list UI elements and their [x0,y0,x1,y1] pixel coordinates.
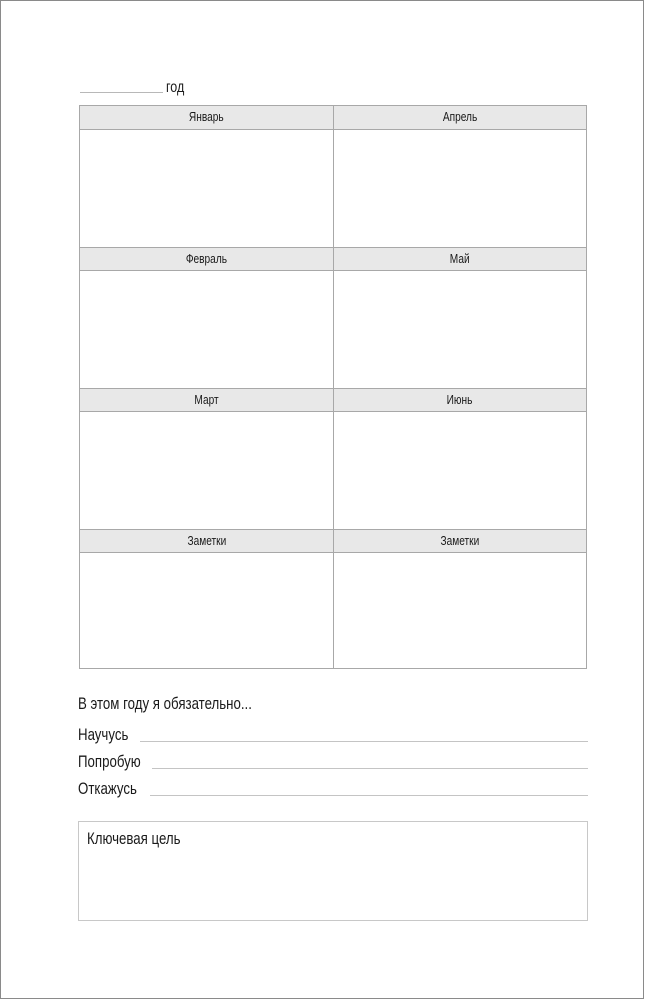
year-label: год [166,79,185,96]
resolution-learn [78,724,588,746]
year-input-line[interactable] [80,92,163,93]
cell-body-notes-left[interactable] [80,553,333,668]
resolution-learn-line[interactable] [140,741,588,742]
cell-header-notes-left: Заметки [80,529,333,553]
calendar-grid [79,105,587,669]
key-goal-box[interactable] [78,821,588,921]
cell-body-march[interactable] [80,412,333,529]
resolution-quit-label: Откажусь [78,779,137,798]
cell-body-may[interactable] [334,271,586,388]
resolution-quit [78,778,588,800]
cell-body-june[interactable] [334,412,586,529]
resolutions-title: В этом году я обязательно... [78,694,252,713]
cell-header-notes-right: Заметки [334,529,586,553]
cell-header-june: Июнь [334,388,586,412]
cell-header-february: Февраль [80,247,333,271]
cell-body-notes-right[interactable] [334,553,586,668]
cell-header-may: Май [334,247,586,271]
resolution-quit-line[interactable] [150,795,588,796]
cell-header-march: Март [80,388,333,412]
resolution-try-line[interactable] [152,768,588,769]
cell-body-february[interactable] [80,271,333,388]
resolution-try-label: Попробую [78,752,141,771]
cell-header-april: Апрель [334,106,586,130]
cell-body-january[interactable] [80,130,333,247]
resolution-learn-label: Научусь [78,725,129,744]
cell-header-january: Январь [80,106,333,130]
key-goal-label: Ключевая цель [87,829,181,848]
resolution-try [78,751,588,773]
cell-body-april[interactable] [334,130,586,247]
